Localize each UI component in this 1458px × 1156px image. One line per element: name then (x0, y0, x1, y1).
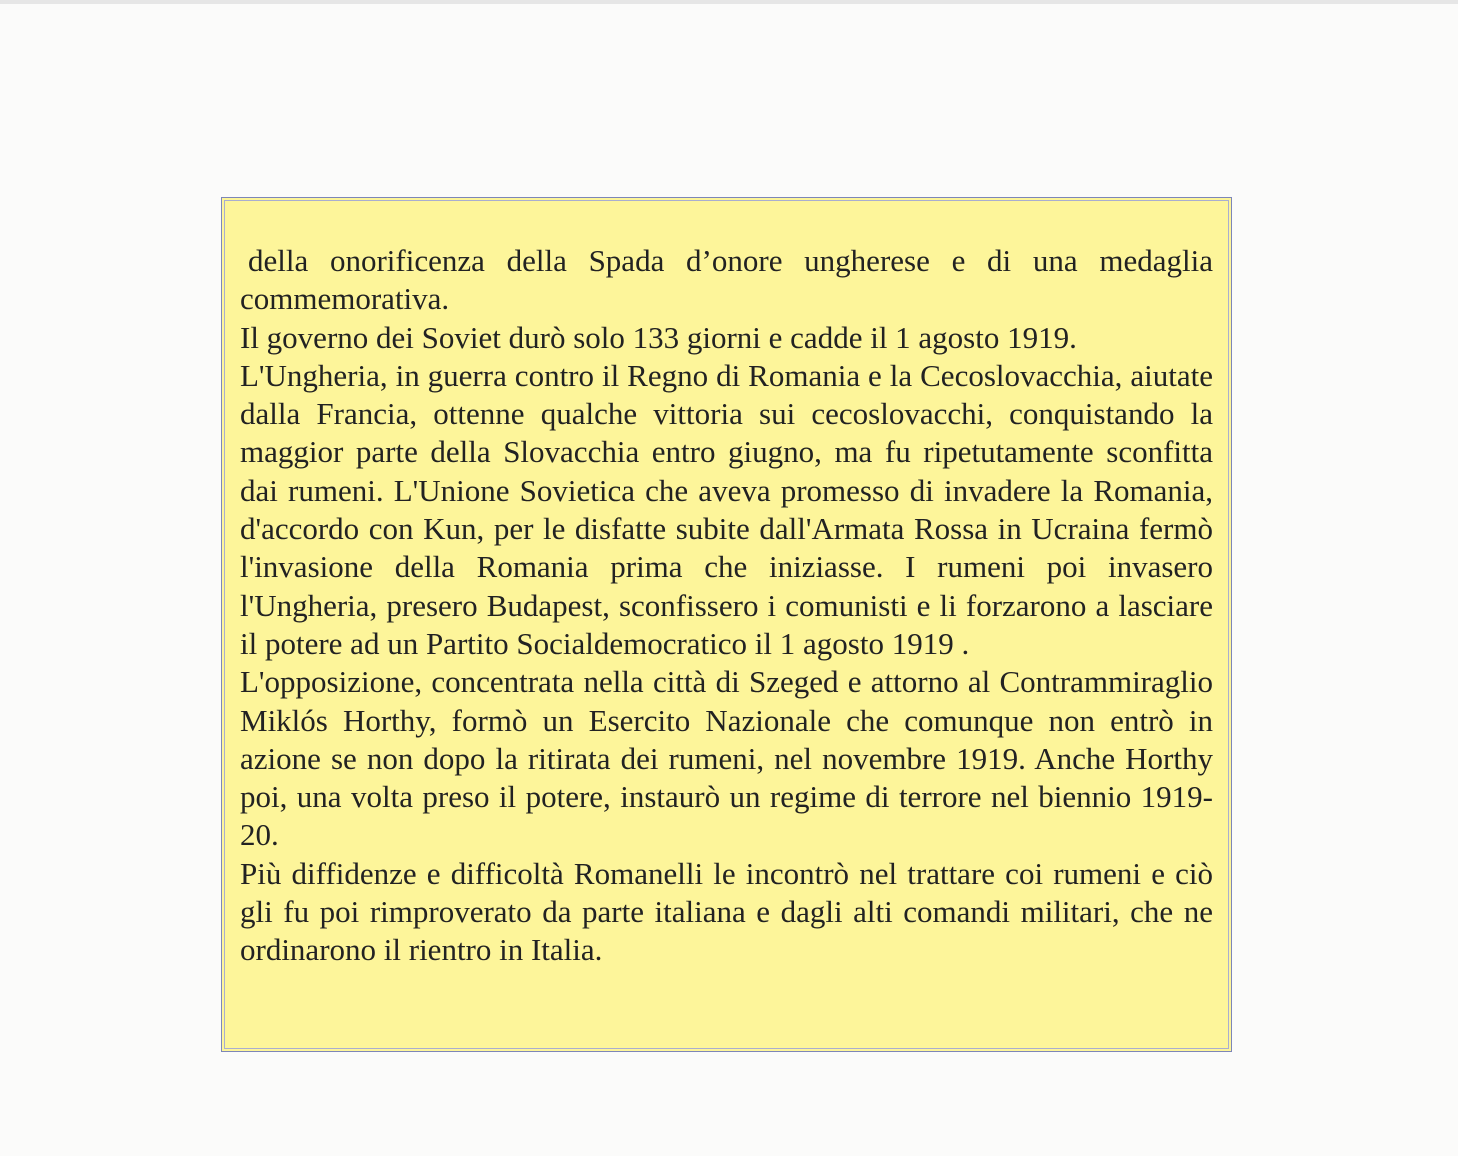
paragraph-romanelli: Più diffidenze e difficoltà Romanelli le incontrò nel trattare coi rumeni e ciò gli fu poi rimproverato da parte italiana e dagli alti comandi militari, che ne ordinarono il rientro in Italia. (240, 855, 1213, 968)
highlighted-text-box (221, 197, 1232, 1052)
paragraph-medal: della onorificenza della Spada d’onore ungherese e di una medaglia commemorativa. (240, 243, 1213, 317)
paragraph-opposition: L'opposizione, concentrata nella città di Szeged e attorno al Contrammiraglio Miklós Horthy, formò un Esercito Nazionale che comunque non entrò in azione se non dopo la ritirata dei rumeni, nel novembre 1919. Anche Horthy poi, una volta preso il potere, instaurò un regime di terrore nel biennio 1919-20. (240, 664, 1213, 853)
paragraph-hungary-war: L'Ungheria, in guerra contro il Regno di Romania e la Cecoslovacchia, aiutate dalla Francia, ottenne qualche vittoria sui cecoslovacchi, conquistando la maggior parte della Slovacchia entro giugno, ma fu ripetutamente sconfitta dai rumeni. L'Unione Sovietica che aveva promesso di invadere la Romania, d'accordo con Kun, per le disfatte subite dall'Armata Rossa in Ucraina fermò l'invasione della Romania prima che iniziasse. I rumeni poi invasero l'Ungheria, presero Budapest, sconfissero i comunisti e li forzarono a lasciare il potere ad un Partito Socialdemocratico il 1 agosto 1919 . (240, 357, 1213, 661)
scan-top-edge (0, 0, 1458, 4)
paragraph-soviet-government: Il governo dei Soviet durò solo 133 giorni e cadde il 1 agosto 1919. (240, 319, 1077, 355)
